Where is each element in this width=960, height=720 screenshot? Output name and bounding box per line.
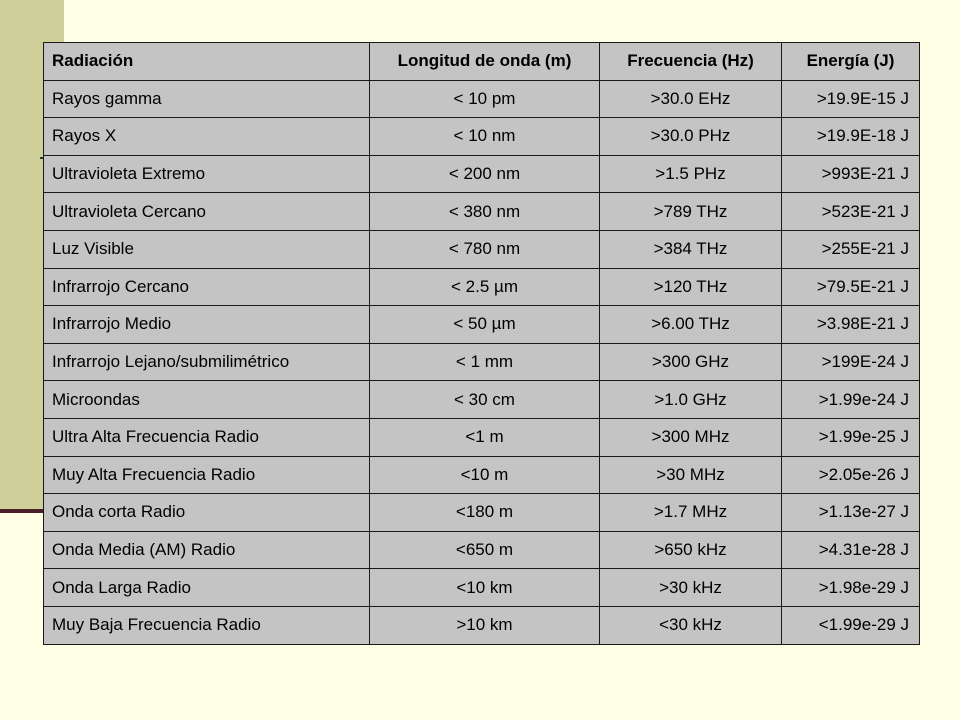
cell-radiacion: Rayos X <box>44 118 370 156</box>
cell-frecuencia: >30.0 PHz <box>600 118 782 156</box>
cell-radiacion: Rayos gamma <box>44 80 370 118</box>
cell-longitud: < 2.5 µm <box>370 268 600 306</box>
header-longitud: Longitud de onda (m) <box>370 43 600 81</box>
cell-energia: >79.5E-21 J <box>782 268 920 306</box>
cell-frecuencia: >300 GHz <box>600 343 782 381</box>
cell-energia: >255E-21 J <box>782 230 920 268</box>
cell-frecuencia: >30.0 EHz <box>600 80 782 118</box>
cell-frecuencia: >30 MHz <box>600 456 782 494</box>
cell-longitud: <180 m <box>370 494 600 532</box>
cell-frecuencia: >120 THz <box>600 268 782 306</box>
cell-energia: >523E-21 J <box>782 193 920 231</box>
header-radiacion: Radiación <box>44 43 370 81</box>
cell-energia: >199E-24 J <box>782 343 920 381</box>
table-row <box>44 606 920 644</box>
cell-energia: >1.99e-24 J <box>782 381 920 419</box>
table-row <box>44 343 920 381</box>
cell-energia: >4.31e-28 J <box>782 531 920 569</box>
table-row <box>44 381 920 419</box>
cell-energia: >19.9E-15 J <box>782 80 920 118</box>
cell-radiacion: Infrarrojo Lejano/submilimétrico <box>44 343 370 381</box>
table-header-row <box>44 43 920 81</box>
cell-radiacion: Muy Baja Frecuencia Radio <box>44 606 370 644</box>
cell-energia: >19.9E-18 J <box>782 118 920 156</box>
cell-energia: >1.99e-25 J <box>782 418 920 456</box>
cell-longitud: >10 km <box>370 606 600 644</box>
cell-longitud: < 1 mm <box>370 343 600 381</box>
table-row <box>44 193 920 231</box>
cell-energia: >1.98e-29 J <box>782 569 920 607</box>
table-row <box>44 80 920 118</box>
cell-energia: >2.05e-26 J <box>782 456 920 494</box>
cell-radiacion: Ultravioleta Extremo <box>44 155 370 193</box>
cell-frecuencia: >30 kHz <box>600 569 782 607</box>
cell-radiacion: Ultra Alta Frecuencia Radio <box>44 418 370 456</box>
cell-frecuencia: >1.5 PHz <box>600 155 782 193</box>
cell-radiacion: Infrarrojo Medio <box>44 306 370 344</box>
table-row <box>44 306 920 344</box>
cell-longitud: < 780 nm <box>370 230 600 268</box>
cell-frecuencia: >1.7 MHz <box>600 494 782 532</box>
cell-longitud: <650 m <box>370 531 600 569</box>
cell-energia: >1.13e-27 J <box>782 494 920 532</box>
cell-longitud: < 200 nm <box>370 155 600 193</box>
cell-energia: >3.98E-21 J <box>782 306 920 344</box>
radiation-table <box>43 42 920 645</box>
cell-frecuencia: <30 kHz <box>600 606 782 644</box>
cell-frecuencia: >650 kHz <box>600 531 782 569</box>
cell-radiacion: Onda corta Radio <box>44 494 370 532</box>
cell-radiacion: Onda Larga Radio <box>44 569 370 607</box>
cell-longitud: <1 m <box>370 418 600 456</box>
cell-longitud: < 10 nm <box>370 118 600 156</box>
cell-longitud: < 380 nm <box>370 193 600 231</box>
cell-radiacion: Luz Visible <box>44 230 370 268</box>
cell-radiacion: Ultravioleta Cercano <box>44 193 370 231</box>
cell-frecuencia: >300 MHz <box>600 418 782 456</box>
cell-longitud: < 10 pm <box>370 80 600 118</box>
table-row <box>44 456 920 494</box>
table-row <box>44 230 920 268</box>
cell-radiacion: Muy Alta Frecuencia Radio <box>44 456 370 494</box>
table-row <box>44 155 920 193</box>
table-row <box>44 118 920 156</box>
table-row <box>44 569 920 607</box>
cell-energia: <1.99e-29 J <box>782 606 920 644</box>
cell-energia: >993E-21 J <box>782 155 920 193</box>
cell-longitud: < 50 µm <box>370 306 600 344</box>
table-row <box>44 531 920 569</box>
cell-radiacion: Onda Media (AM) Radio <box>44 531 370 569</box>
cell-longitud: <10 m <box>370 456 600 494</box>
cell-frecuencia: >6.00 THz <box>600 306 782 344</box>
cell-frecuencia: >789 THz <box>600 193 782 231</box>
cell-longitud: < 30 cm <box>370 381 600 419</box>
cell-frecuencia: >384 THz <box>600 230 782 268</box>
table-row <box>44 418 920 456</box>
table-row <box>44 268 920 306</box>
cell-radiacion: Microondas <box>44 381 370 419</box>
table-body <box>44 80 920 644</box>
cell-radiacion: Infrarrojo Cercano <box>44 268 370 306</box>
cell-longitud: <10 km <box>370 569 600 607</box>
cell-frecuencia: >1.0 GHz <box>600 381 782 419</box>
header-energia: Energía (J) <box>782 43 920 81</box>
header-frecuencia: Frecuencia (Hz) <box>600 43 782 81</box>
table-row <box>44 494 920 532</box>
